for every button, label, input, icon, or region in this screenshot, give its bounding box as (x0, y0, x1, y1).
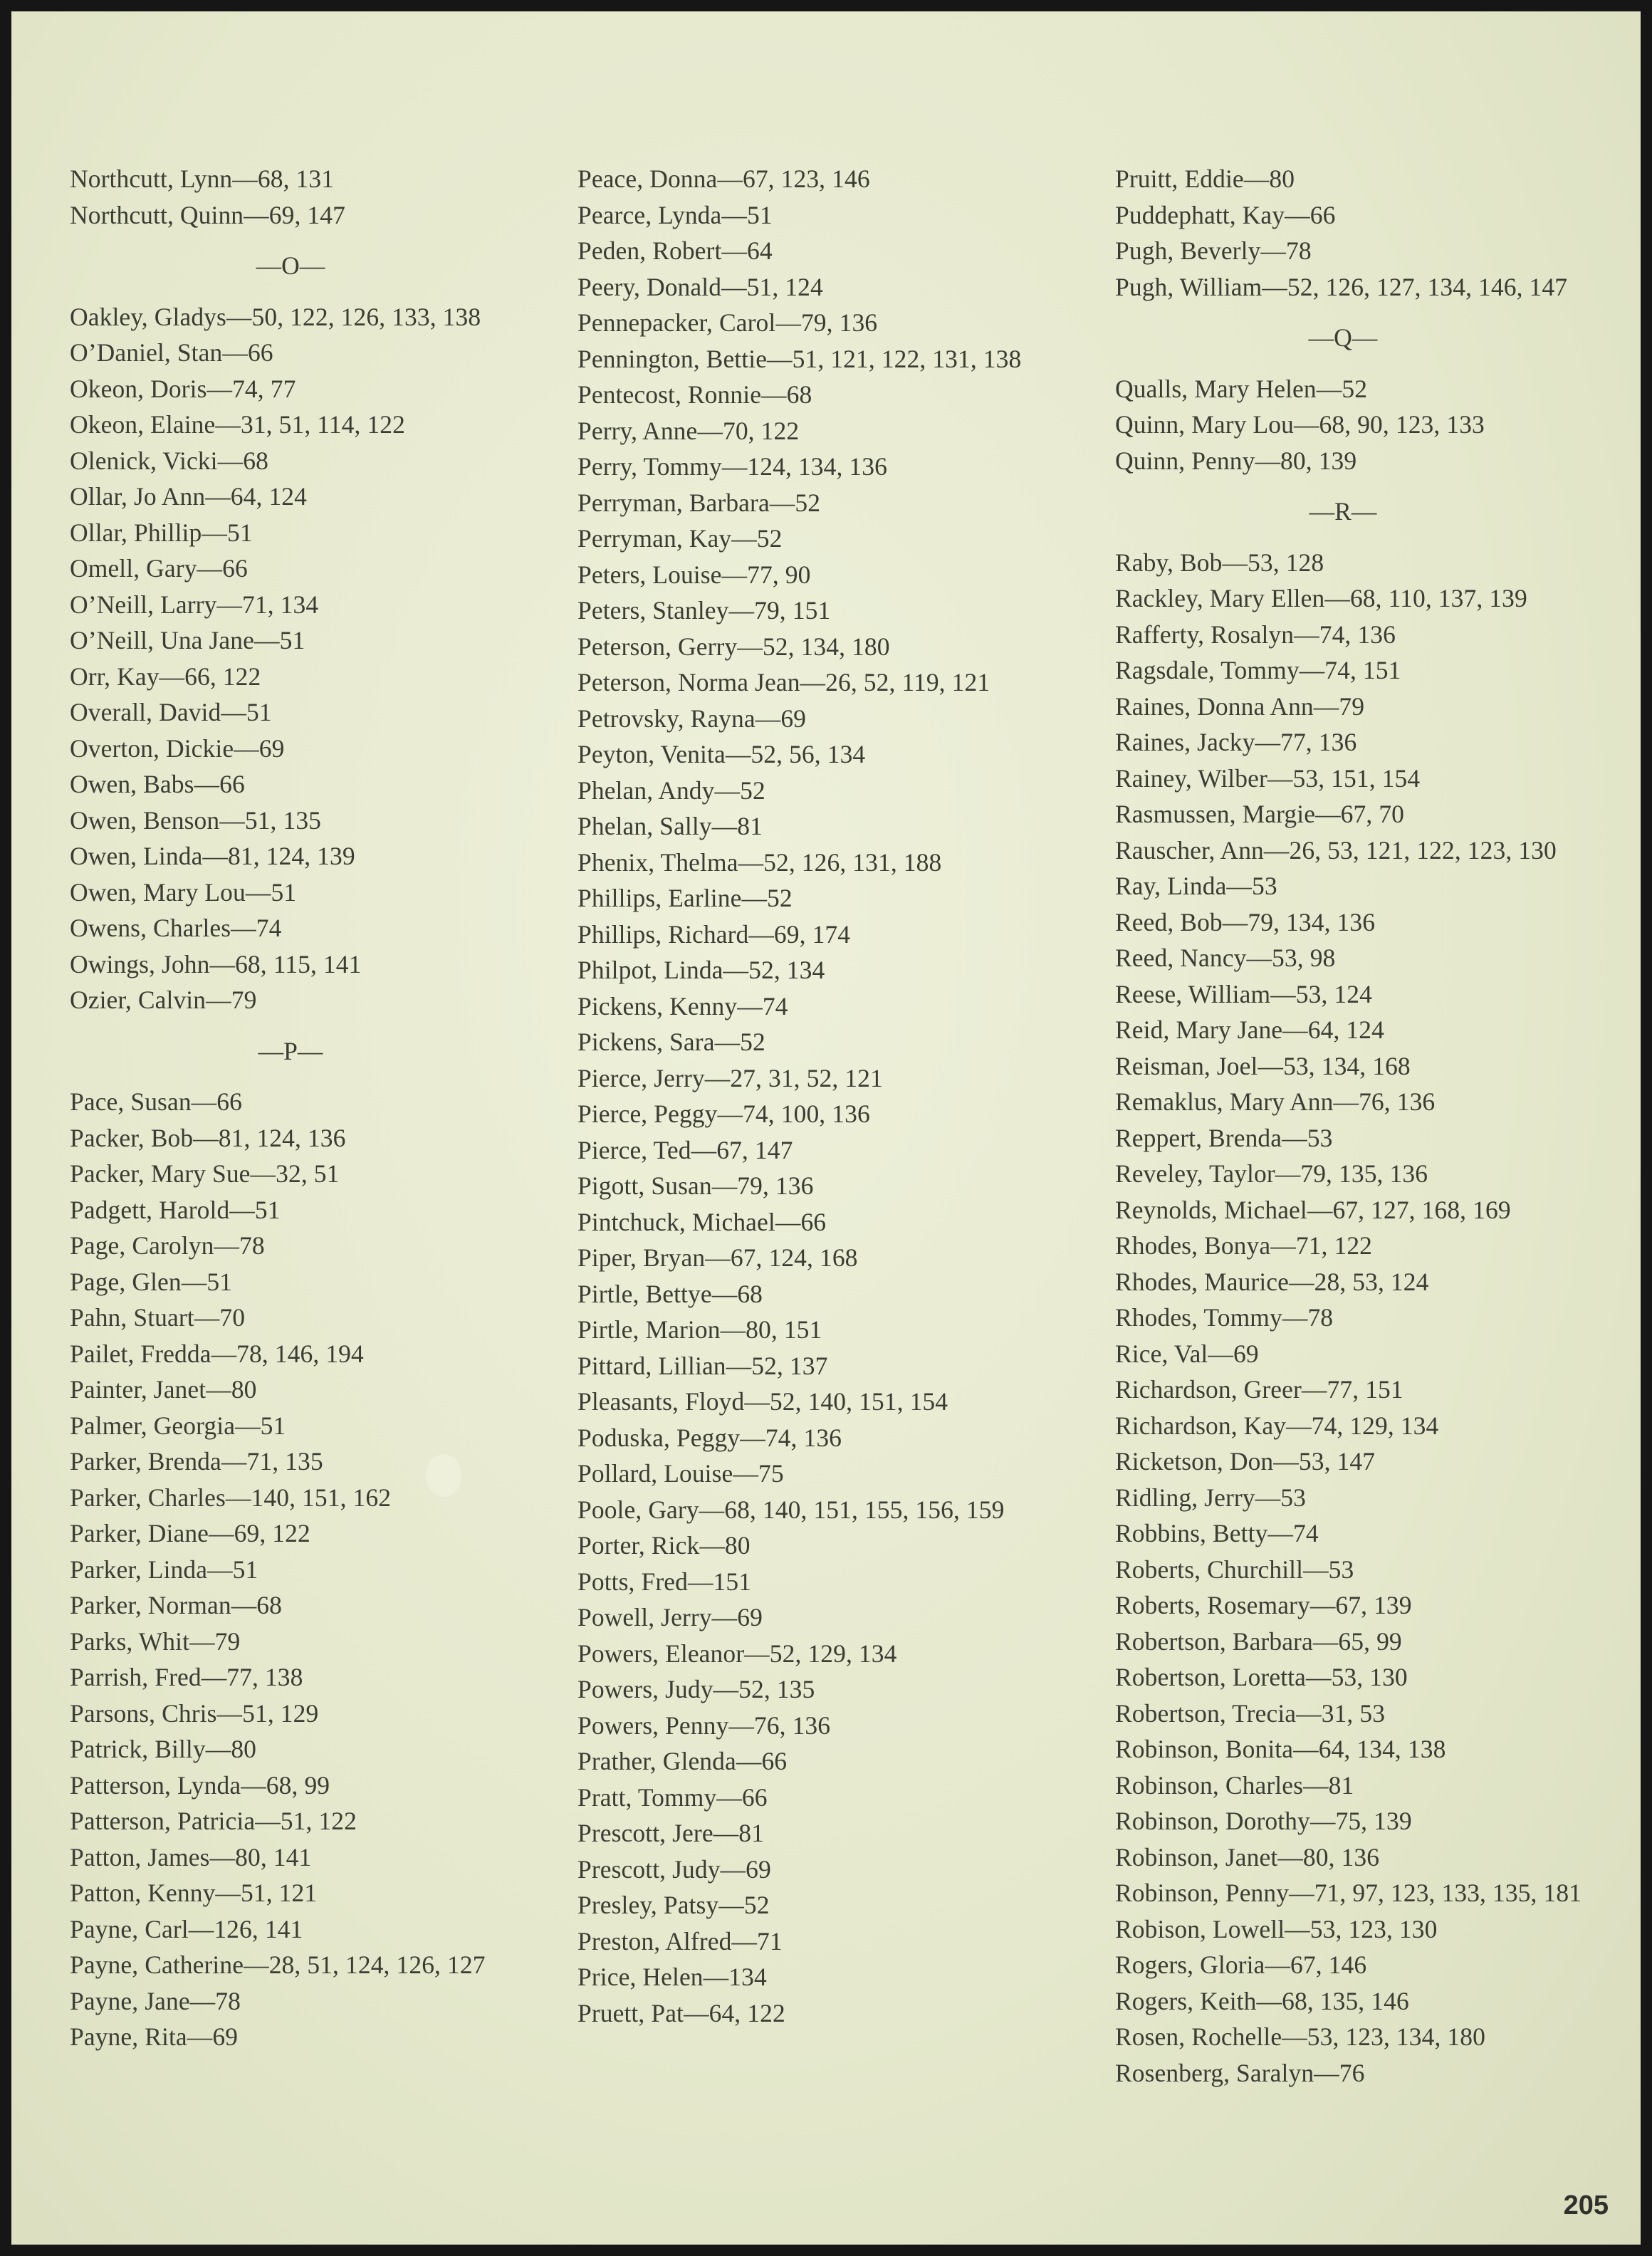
index-entry: Philpot, Linda—52, 134 (577, 956, 825, 984)
section-letter-heading: —O— (256, 251, 325, 280)
index-entry: Painter, Janet—80 (70, 1375, 257, 1404)
index-entry: Page, Glen—51 (70, 1267, 233, 1296)
index-entry: Perryman, Barbara—52 (577, 488, 821, 517)
index-entry: Pigott, Susan—79, 136 (577, 1171, 814, 1200)
index-entry: Owings, John—68, 115, 141 (70, 949, 362, 978)
index-entry: Powers, Judy—52, 135 (577, 1675, 815, 1703)
index-entry: Payne, Catherine—28, 51, 124, 126, 127 (70, 1950, 486, 1979)
index-entry: Perry, Tommy—124, 134, 136 (577, 452, 887, 481)
index-entry: Ridling, Jerry—53 (1115, 1483, 1306, 1512)
index-entry: Quinn, Penny—80, 139 (1115, 446, 1357, 475)
index-entry: Payne, Carl—126, 141 (70, 1914, 303, 1943)
index-entry: Phenix, Thelma—52, 126, 131, 188 (577, 847, 942, 877)
index-entry: Robertson, Loretta—53, 130 (1115, 1663, 1408, 1691)
index-entry: Pierce, Ted—67, 147 (577, 1135, 793, 1164)
index-entry: Pollard, Louise—75 (577, 1459, 784, 1488)
index-entry: Peery, Donald—51, 124 (577, 272, 823, 301)
index-entry: Richardson, Greer—77, 151 (1115, 1375, 1403, 1404)
index-entry: Ozier, Calvin—79 (70, 986, 257, 1014)
index-entry: Puddephatt, Kay—66 (1115, 200, 1336, 229)
index-entry: Orr, Kay—66, 122 (70, 662, 261, 691)
index-entry: Phelan, Andy—52 (577, 776, 765, 805)
index-entry: Richardson, Kay—74, 129, 134 (1115, 1411, 1439, 1440)
index-entry: Pierce, Peggy—74, 100, 136 (577, 1100, 870, 1128)
index-entry: Prescott, Jere—81 (577, 1819, 764, 1847)
index-entry: Parker, Norman—68 (70, 1591, 283, 1619)
index-entry: Pirtle, Marion—80, 151 (577, 1315, 822, 1344)
index-entry: Olenick, Vicki—68 (70, 446, 268, 475)
index-entry: Patton, James—80, 141 (70, 1842, 312, 1871)
index-entry: Raines, Donna Ann—79 (1115, 691, 1365, 721)
index-entry: Prescott, Judy—69 (577, 1854, 771, 1884)
index-entry: Parker, Linda—51 (70, 1555, 258, 1584)
index-entry: Powers, Eleanor—52, 129, 134 (577, 1639, 897, 1668)
index-entry: Robertson, Barbara—65, 99 (1115, 1626, 1402, 1656)
index-entry: Quinn, Mary Lou—68, 90, 123, 133 (1115, 410, 1485, 439)
index-entry: Robinson, Charles—81 (1115, 1770, 1354, 1800)
index-entry: Owens, Charles—74 (70, 914, 282, 942)
index-entry: Potts, Fred—151 (577, 1567, 752, 1596)
index-entry: Peters, Louise—77, 90 (577, 560, 811, 589)
index-entry: Preston, Alfred—71 (577, 1926, 783, 1955)
index-entry: Ragsdale, Tommy—74, 151 (1115, 656, 1401, 684)
index-entry: Peyton, Venita—52, 56, 134 (577, 740, 866, 768)
index-entry: Rhodes, Maurice—28, 53, 124 (1115, 1267, 1429, 1296)
index-entry: Northcutt, Lynn—68, 131 (70, 164, 335, 193)
index-entry: Omell, Gary—66 (70, 554, 248, 583)
index-entry: Overton, Dickie—69 (70, 733, 285, 763)
index-entry: Rosen, Rochelle—53, 123, 134, 180 (1115, 2022, 1485, 2051)
index-entry: Porter, Rick—80 (577, 1531, 751, 1560)
index-entry: Perryman, Kay—52 (577, 524, 783, 553)
index-entry: Okeon, Elaine—31, 51, 114, 122 (70, 410, 405, 439)
index-entry: Rackley, Mary Ellen—68, 110, 137, 139 (1115, 584, 1527, 612)
index-entry: Parsons, Chris—51, 129 (70, 1698, 319, 1728)
index-entry: Rhodes, Bonya—71, 122 (1115, 1231, 1373, 1260)
index-entry: Reppert, Brenda—53 (1115, 1123, 1333, 1152)
index-entry: Reese, William—53, 124 (1115, 979, 1372, 1008)
index-entry: Patton, Kenny—51, 121 (70, 1879, 318, 1907)
index-entry: Poduska, Peggy—74, 136 (577, 1423, 842, 1452)
index-entry: Robinson, Bonita—64, 134, 138 (1115, 1735, 1446, 1763)
index-entry: Reed, Bob—79, 134, 136 (1115, 907, 1376, 936)
index-entry: Roberts, Rosemary—67, 139 (1115, 1591, 1412, 1619)
index-entry: Rasmussen, Margie—67, 70 (1115, 800, 1405, 828)
index-entry: Pintchuck, Michael—66 (577, 1207, 827, 1236)
index-entry: Owen, Mary Lou—51 (70, 877, 297, 907)
index-entry: O’Neill, Una Jane—51 (70, 626, 305, 654)
index-entry: Phillips, Richard—69, 174 (577, 919, 851, 949)
index-entry: Reed, Nancy—53, 98 (1115, 944, 1336, 972)
index-entry: Northcutt, Quinn—69, 147 (70, 200, 345, 229)
index-entry: Patterson, Patricia—51, 122 (70, 1807, 357, 1835)
index-entry: Payne, Rita—69 (70, 2022, 239, 2051)
index-entry: Rauscher, Ann—26, 53, 121, 122, 123, 130 (1115, 835, 1557, 865)
index-entry: Peace, Donna—67, 123, 146 (577, 164, 870, 193)
index-entry: Peden, Robert—64 (577, 236, 773, 265)
index-entry: Owen, Babs—66 (70, 770, 245, 798)
index-entry: Peterson, Gerry—52, 134, 180 (577, 632, 890, 661)
index-column-3 (1115, 161, 1614, 2091)
index-entry: Powell, Jerry—69 (577, 1603, 763, 1631)
index-entry: O’Daniel, Stan—66 (70, 338, 273, 367)
index-entry: Robbins, Betty—74 (1115, 1519, 1319, 1547)
index-entry: Raines, Jacky—77, 136 (1115, 728, 1357, 756)
index-entry: Payne, Jane—78 (70, 1986, 241, 2015)
index-entry: Peters, Stanley—79, 151 (577, 596, 831, 625)
index-entry: Oakley, Gladys—50, 122, 126, 133, 138 (70, 302, 481, 331)
index-entry: Packer, Mary Sue—32, 51 (70, 1159, 340, 1188)
index-entry: Palmer, Georgia—51 (70, 1411, 286, 1440)
index-entry: Patrick, Billy—80 (70, 1735, 257, 1763)
index-entry: Overall, David—51 (70, 698, 272, 726)
index-entry: Pugh, William—52, 126, 127, 134, 146, 147 (1115, 272, 1568, 301)
index-column-1 (70, 161, 568, 2055)
index-entry: Presley, Patsy—52 (577, 1891, 770, 1919)
index-column-2 (577, 161, 1076, 2031)
index-entry: Peterson, Norma Jean—26, 52, 119, 121 (577, 668, 990, 696)
index-entry: Pickens, Kenny—74 (577, 991, 788, 1020)
index-entry: Pruitt, Eddie—80 (1115, 164, 1295, 193)
index-entry: Piper, Bryan—67, 124, 168 (577, 1243, 858, 1272)
index-entry: Rainey, Wilber—53, 151, 154 (1115, 763, 1421, 793)
index-entry: Robertson, Trecia—31, 53 (1115, 1698, 1386, 1728)
index-entry: Okeon, Doris—74, 77 (70, 374, 296, 403)
index-entry: Ollar, Jo Ann—64, 124 (70, 482, 307, 511)
index-entry: Rogers, Keith—68, 135, 146 (1115, 1986, 1409, 2015)
index-entry: Rafferty, Rosalyn—74, 136 (1115, 620, 1396, 649)
index-entry: Qualls, Mary Helen—52 (1115, 374, 1368, 403)
index-entry: Ray, Linda—53 (1115, 872, 1277, 900)
index-entry: Perry, Anne—70, 122 (577, 416, 800, 445)
index-entry: Powers, Penny—76, 136 (577, 1711, 831, 1740)
index-entry: O’Neill, Larry—71, 134 (70, 590, 319, 619)
index-entry: Rice, Val—69 (1115, 1339, 1259, 1368)
index-entry: Parker, Diane—69, 122 (70, 1519, 310, 1547)
index-page (11, 11, 1641, 2245)
index-entry: Phillips, Earline—52 (577, 884, 793, 912)
section-letter-heading: —P— (258, 1036, 323, 1065)
index-entry: Petrovsky, Rayna—69 (577, 704, 807, 733)
index-entry: Parks, Whit—79 (70, 1626, 241, 1656)
index-entry: Pennington, Bettie—51, 121, 122, 131, 138 (577, 344, 1022, 373)
index-entry: Reynolds, Michael—67, 127, 168, 169 (1115, 1195, 1511, 1224)
index-entry: Parker, Charles—140, 151, 162 (70, 1483, 392, 1512)
index-entry: Pittard, Lillian—52, 137 (577, 1351, 828, 1380)
index-entry: Rosenberg, Saralyn—76 (1115, 2058, 1365, 2087)
index-entry: Price, Helen—134 (577, 1963, 767, 1991)
index-entry: Phelan, Sally—81 (577, 812, 763, 840)
index-entry: Parker, Brenda—71, 135 (70, 1447, 323, 1476)
section-letter-heading: —Q— (1308, 323, 1378, 352)
index-entry: Pailet, Fredda—78, 146, 194 (70, 1339, 364, 1368)
index-entry: Robinson, Dorothy—75, 139 (1115, 1807, 1412, 1835)
index-entry: Robinson, Janet—80, 136 (1115, 1842, 1380, 1871)
index-entry: Page, Carolyn—78 (70, 1231, 265, 1260)
index-entry: Owen, Linda—81, 124, 139 (70, 842, 355, 870)
index-entry: Ricketson, Don—53, 147 (1115, 1447, 1376, 1476)
section-letter-heading: —R— (1309, 497, 1377, 526)
index-entry: Poole, Gary—68, 140, 151, 155, 156, 159 (577, 1495, 1005, 1524)
index-entry: Pruett, Pat—64, 122 (577, 1998, 785, 2027)
index-entry: Rogers, Gloria—67, 146 (1115, 1950, 1367, 1979)
index-entry: Pentecost, Ronnie—68 (577, 380, 812, 409)
index-entry: Pratt, Tommy—66 (577, 1782, 768, 1812)
index-entry: Padgett, Harold—51 (70, 1195, 281, 1224)
index-entry: Pahn, Stuart—70 (70, 1303, 246, 1332)
index-entry: Ollar, Phillip—51 (70, 518, 253, 547)
index-entry: Patterson, Lynda—68, 99 (70, 1770, 330, 1800)
index-entry: Reisman, Joel—53, 134, 168 (1115, 1051, 1411, 1080)
index-entry: Owen, Benson—51, 135 (70, 805, 322, 835)
index-entry: Prather, Glenda—66 (577, 1747, 788, 1775)
index-entry: Pugh, Beverly—78 (1115, 236, 1312, 265)
index-entry: Pirtle, Bettye—68 (577, 1279, 763, 1308)
index-entry: Reid, Mary Jane—64, 124 (1115, 1015, 1384, 1044)
index-entry: Robison, Lowell—53, 123, 130 (1115, 1914, 1438, 1943)
index-entry: Reveley, Taylor—79, 135, 136 (1115, 1159, 1428, 1188)
index-entry: Remaklus, Mary Ann—76, 136 (1115, 1087, 1436, 1116)
index-entry: Rhodes, Tommy—78 (1115, 1303, 1334, 1332)
index-entry: Pierce, Jerry—27, 31, 52, 121 (577, 1063, 883, 1092)
index-entry: Pleasants, Floyd—52, 140, 151, 154 (577, 1387, 948, 1416)
index-entry: Robinson, Penny—71, 97, 123, 133, 135, 181 (1115, 1879, 1582, 1907)
index-entry: Packer, Bob—81, 124, 136 (70, 1123, 346, 1152)
index-entry: Raby, Bob—53, 128 (1115, 548, 1324, 577)
index-entry: Parrish, Fred—77, 138 (70, 1663, 303, 1691)
page-number: 205 (1563, 2190, 1609, 2220)
index-entry: Pickens, Sara—52 (577, 1028, 765, 1056)
index-entry: Roberts, Churchill—53 (1115, 1555, 1354, 1584)
index-entry: Pace, Susan—66 (70, 1087, 242, 1116)
index-entry: Pearce, Lynda—51 (577, 200, 773, 229)
index-entry: Pennepacker, Carol—79, 136 (577, 308, 878, 337)
